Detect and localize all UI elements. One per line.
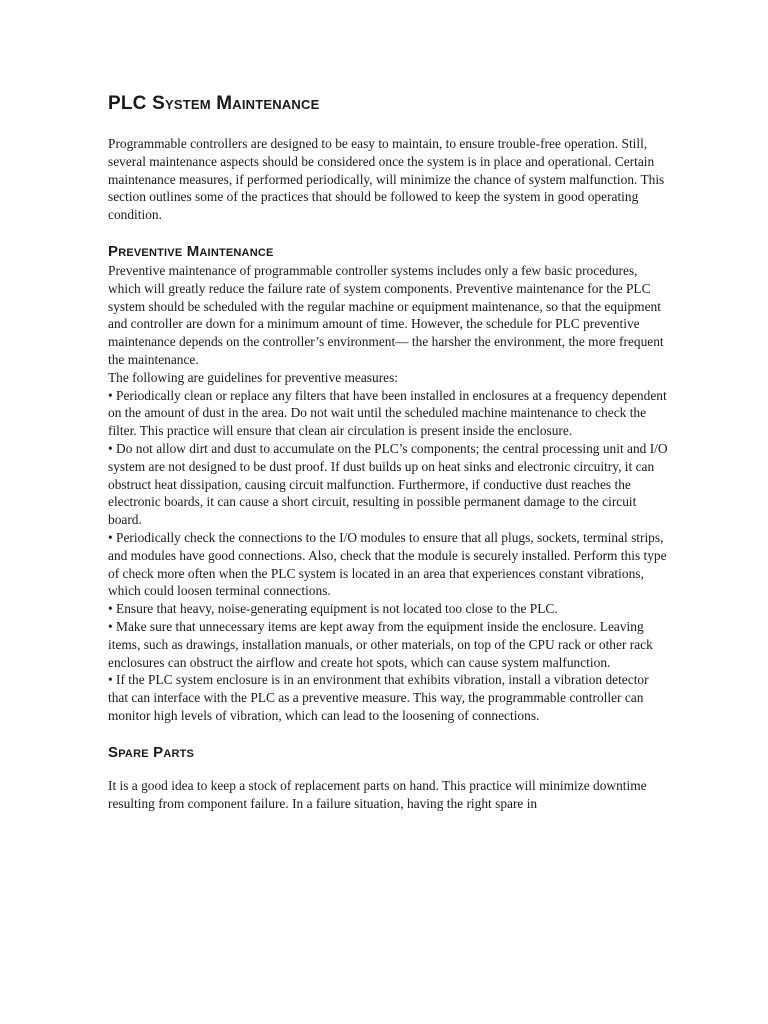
guideline-item-noise-equipment: • Ensure that heavy, noise-generating equipment is not located too close to the PLC. bbox=[108, 601, 558, 617]
section-heading-preventive-maintenance: Preventive Maintenance bbox=[108, 242, 274, 260]
guideline-item-unnecessary-items: • Make sure that unnecessary items are kept away from the equipment inside the enclosure. Leaving items, such as drawings, installation manuals, or other materials, on top of the CPU rack or other rack enclosures can obstruct the airflow and create hot spots, which can cause system malfunction. bbox=[108, 618, 653, 670]
guideline-item-connections: • Periodically check the connections to the I/O modules to ensure that all plugs, sockets, terminal strips, and modules have good connections. Also, check that the module is securely installed. Perform this type of check more often when the PLC system is located in an area that experiences constant vibrations, which could loosen terminal connections. bbox=[108, 529, 667, 599]
guidelines-intro: The following are guidelines for preventive measures: bbox=[108, 369, 399, 385]
page-title: PLC System Maintenance bbox=[108, 93, 320, 114]
preventive-paragraph: Preventive maintenance of programmable controller systems includes only a few basic procedures, which will greatly reduce the failure rate of system components. Preventive maintenance for the PLC system should be scheduled with the regular machine or equipment maintenance, so that the equipment and controller are down for a minimum amount of time. However, the schedule for PLC preventive maintenance depends on the controller’s environment— the harsher the environment, the more frequent the maintenance. bbox=[108, 262, 664, 367]
guideline-item-vibration-detector: • If the PLC system enclosure is in an environment that exhibits vibration, install a vibration detector that can interface with the PLC as a preventive measure. This way, the programmable controller can monitor high levels of vibration, which can lead to the loosening of connections. bbox=[108, 672, 649, 723]
document-content bbox=[108, 92, 668, 812]
guidelines-list bbox=[108, 387, 668, 725]
intro-paragraph: Programmable controllers are designed to be easy to maintain, to ensure trouble-free operation. Still, several maintenance aspects should be considered once the system is in place and operational. Certain maintenance measures, if performed periodically, will minimize the chance of system malfunction. This section outlines some of the practices that should be followed to keep the system in good operating condition. bbox=[108, 136, 665, 223]
guideline-item-dust: • Do not allow dirt and dust to accumulate on the PLC’s components; the central processing unit and I/O system are not designed to be dust proof. If dust builds up on heat sinks and electronic circuitry, it can obstruct heat dissipation, causing circuit malfunction. Furthermore, if conductive dust reaches the electronic boards, it can cause a short circuit, resulting in possible permanent damage to the circuit board. bbox=[108, 440, 668, 528]
section-heading-spare-parts: Spare Parts bbox=[108, 743, 195, 761]
guideline-item-filters: • Periodically clean or replace any filters that have been installed in enclosures at a frequency dependent on the amount of dust in the area. Do not wait until the scheduled machine maintenance to check the filter. This practice will ensure that clean air circulation is present inside the enclosure. bbox=[108, 387, 667, 439]
spare-parts-paragraph: It is a good idea to keep a stock of replacement parts on hand. This practice will minimize downtime resulting from component failure. In a failure situation, having the right spare in bbox=[108, 777, 647, 811]
